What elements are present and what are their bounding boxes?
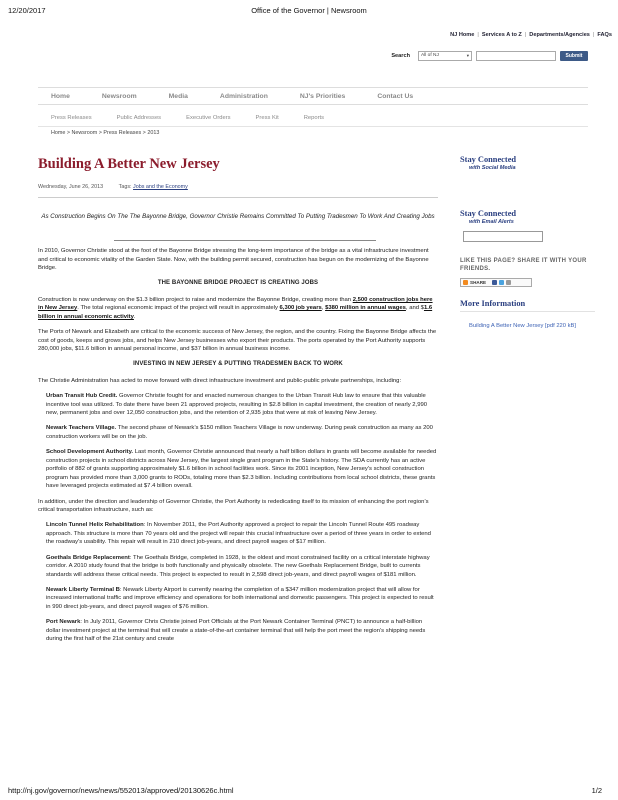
utility-link-nj-home[interactable]: NJ Home	[450, 32, 475, 38]
email-alert-input[interactable]	[463, 231, 543, 242]
search-label: Search	[391, 53, 410, 59]
print-header	[8, 6, 610, 16]
twitter-icon[interactable]	[499, 280, 504, 285]
paragraph: In 2010, Governor Christie stood at the foot of the Bayonne Bridge stressing the long-term importance of the bridge as a vital infrastructure investment and critical to economic vitality of the Garden State. Now, with the building permit secured, construction has begun on the modernizing of the Bayonne Bridge.	[38, 248, 429, 272]
nav-media[interactable]: Media	[168, 92, 188, 100]
tags-label: Tags:	[118, 184, 132, 190]
print-url: http://nj.gov/governor/news/news/552013/approved/20130626c.html	[8, 786, 234, 795]
highlight-job-years: 6,300 job years	[279, 305, 322, 312]
list-item: Port Newark: In July 2011, Governor Chris Christie joined Port Officials at the Port Newark Container Terminal (PNCT) to announce a half-billion dollar investment project at the terminal that will create a state-of-the-art container terminal that will help the port meet the region’s shipping needs during the first half of the 21st century and create	[46, 619, 426, 643]
list-item: Newark Liberty Terminal B: Newark Liberty Airport is currently nearing the completion of a $347 million modernization project that will allow for increased international traffic and improve efficiency and operations for both international and domestic passengers. This project is expected to result in 990 direct job-years, and direct payroll wages of $76 million.	[46, 586, 434, 610]
paragraph: The Ports of Newark and Elizabeth are critical to the economic success of New Jersey, the region, and the country. Fixing the Bayonne Bridge affects the cost of goods, keeps and grows jobs, and helps New Jersey businesses who export their products. The ports operated by the Port Authority supports 280,000 jobs, $11.6 billion in annual personal income, and $37 billion in annual business income.	[38, 329, 437, 353]
utility-link-services[interactable]: Services A to Z	[481, 32, 522, 38]
subnav-executive-orders[interactable]: Executive Orders	[186, 115, 231, 121]
share-icon	[463, 280, 468, 285]
search-scope-value: All of NJ	[421, 53, 439, 58]
facebook-icon[interactable]	[492, 280, 497, 285]
print-page-number: 1/2	[591, 786, 602, 795]
share-button-label: SHARE	[470, 280, 487, 285]
print-date: 12/20/2017	[8, 6, 46, 15]
subnav-public-addresses[interactable]: Public Addresses	[116, 115, 162, 121]
email-icon[interactable]	[506, 280, 511, 285]
utility-link-faqs[interactable]: FAQs	[597, 32, 612, 38]
page-title: Building A Better New Jersey	[38, 156, 220, 172]
stay-connected-email-sub[interactable]: with Email Alerts	[469, 219, 514, 225]
pdf-link[interactable]: Building A Better New Jersey [pdf 220 kB]	[469, 323, 576, 329]
subnav-divider	[38, 126, 588, 127]
breadcrumb[interactable]: Home > Newsroom > Press Releases > 2013	[51, 130, 160, 136]
article-date: Wednesday, June 26, 2013	[38, 184, 104, 190]
nav-priorities[interactable]: NJ's Priorities	[299, 92, 346, 100]
subnav-reports[interactable]: Reports	[303, 115, 325, 121]
highlight-wages: $380 million in annual wages	[325, 305, 406, 312]
nav-newsroom[interactable]: Newsroom	[101, 92, 137, 100]
sub-nav	[38, 112, 588, 124]
highlight-jobs: 2,500 construction jobs here in New Jersey	[38, 296, 433, 312]
sidebar	[460, 155, 600, 330]
list-item: Newark Teachers Village. The second phase of Newark’s $150 million Teachers Village is now underway. During peak construction as many as 200 construction workers will be on the job.	[46, 425, 433, 440]
highlight-activity: 1.6 billion in annual economic activity	[38, 305, 433, 321]
title-divider	[38, 197, 438, 198]
paragraph: Construction is now underway on the $1.3 billion project to raise and modernize the Bayonne Bridge, creating more than 2,500 construction jobs here in New Jersey. The total regional economic impact of the project will result in approximately 6,300 job years, $380 million in annual wages, and $1.6 billion in annual economic activity.	[38, 296, 433, 321]
stay-connected-social-sub[interactable]: with Social Media	[469, 165, 516, 171]
tag-link[interactable]: Jobs and the Economy	[133, 184, 188, 190]
share-prompt: LIKE THIS PAGE? SHARE IT WITH YOUR FRIENDS.	[460, 258, 587, 272]
nav-home[interactable]: Home	[51, 92, 70, 100]
more-information-heading: More Information	[460, 299, 526, 308]
list-item: Goethals Bridge Replacement: The Goethals Bridge, completed in 1928, is the oldest and most constrained facility on a critical interstate highway corridor. A 2010 study found that the bridge is both functionally and physically obsolete. The new Goethals Replacement Bridge, built to currents standards will address these critical needs. This project is expected to result in 2,598 direct job-years, and direct payroll wages of $181 million.	[46, 554, 430, 578]
section-heading: INVESTING IN NEW JERSEY & PUTTING TRADESMEN BACK TO WORK	[133, 361, 343, 368]
search-submit-button[interactable]: Submit	[560, 51, 588, 61]
utility-nav: NJ Home | Services A to Z | Departments/Agencies | FAQs	[450, 32, 612, 38]
paragraph: The Christie Administration has acted to move forward with direct infrastructure investment and public-public private partnerships, including:	[38, 378, 402, 385]
subnav-press-releases[interactable]: Press Releases	[51, 115, 92, 121]
stay-connected-email-heading[interactable]: Stay Connected	[460, 209, 517, 218]
list-item: Urban Transit Hub Credit. Governor Christie fought for and enacted numerous changes to the Urban Transit Hub law to ensure that this valuable incentive tool was utilized. To date there have been 21 approved projects, resulting in $2.8 billion in capital investment, the creation of nearly 2,990 new, permanent jobs and over 12,050 construction jobs, and the retention of 2,935 jobs that were at risk of leaving New Jersey.	[46, 393, 428, 417]
subnav-press-kit[interactable]: Press Kit	[255, 115, 279, 121]
more-information-divider	[460, 311, 595, 312]
lede-divider	[114, 240, 376, 241]
search-scope-select[interactable]	[418, 51, 472, 61]
nav-administration[interactable]: Administration	[219, 92, 268, 100]
article-body	[38, 247, 438, 650]
article-meta	[38, 184, 188, 190]
print-footer	[8, 786, 610, 796]
paragraph: In addition, under the direction and leadership of Governor Christie, the Port Authority is rededicating itself to its mission of enhancing the port region’s critical transportation infrastructure, such as:	[38, 498, 429, 514]
chevron-down-icon: ▾	[466, 53, 469, 58]
share-button[interactable]	[460, 278, 532, 287]
print-page-title: Office of the Governor | Newsroom	[251, 6, 367, 15]
search-input[interactable]	[476, 51, 556, 61]
utility-link-departments[interactable]: Departments/Agencies	[529, 32, 590, 38]
section-heading: THE BAYONNE BRIDGE PROJECT IS CREATING JOBS	[157, 280, 319, 287]
main-nav	[38, 87, 588, 105]
search-bar	[391, 50, 588, 62]
list-item: School Development Authority. Last month, Governor Christie announced that nearly a half billion dollars in grants will become available for needed construction projects in school districts across New Jersey, the largest single grant program in the State’s history. The SDA currently has an active portfolio of 882 of grants supporting approximately $1.6 billion in school facilities work. Since its 2001 inception, New Jersey's school construction program has provided more than 3,000 grants to RODs, totaling more than $2.3 billion. Including contributions from local school districts, these grants have leveraged projects estimated at $7.4 billion overall.	[46, 449, 437, 490]
stay-connected-social-heading[interactable]: Stay Connected	[460, 155, 517, 164]
list-item: Lincoln Tunnel Helix Rehabilitation: In November 2011, the Port Authority approved a project to repair the Lincoln Tunnel Route 495 roadway approach. This structure is more than 70 years old and the project will repair this crucial infrastructure over a period of three years in order to extend the roadway's usability. This repair will result in 210 direct job-years, and direct payroll wages of $17 million.	[46, 522, 431, 546]
nav-contact[interactable]: Contact Us	[377, 92, 414, 100]
article-lede: As Construction Begins On The The Bayonne Bridge, Governor Christie Remains Committed To Putting Tradesmen To Work And Creating Jobs	[41, 213, 435, 220]
